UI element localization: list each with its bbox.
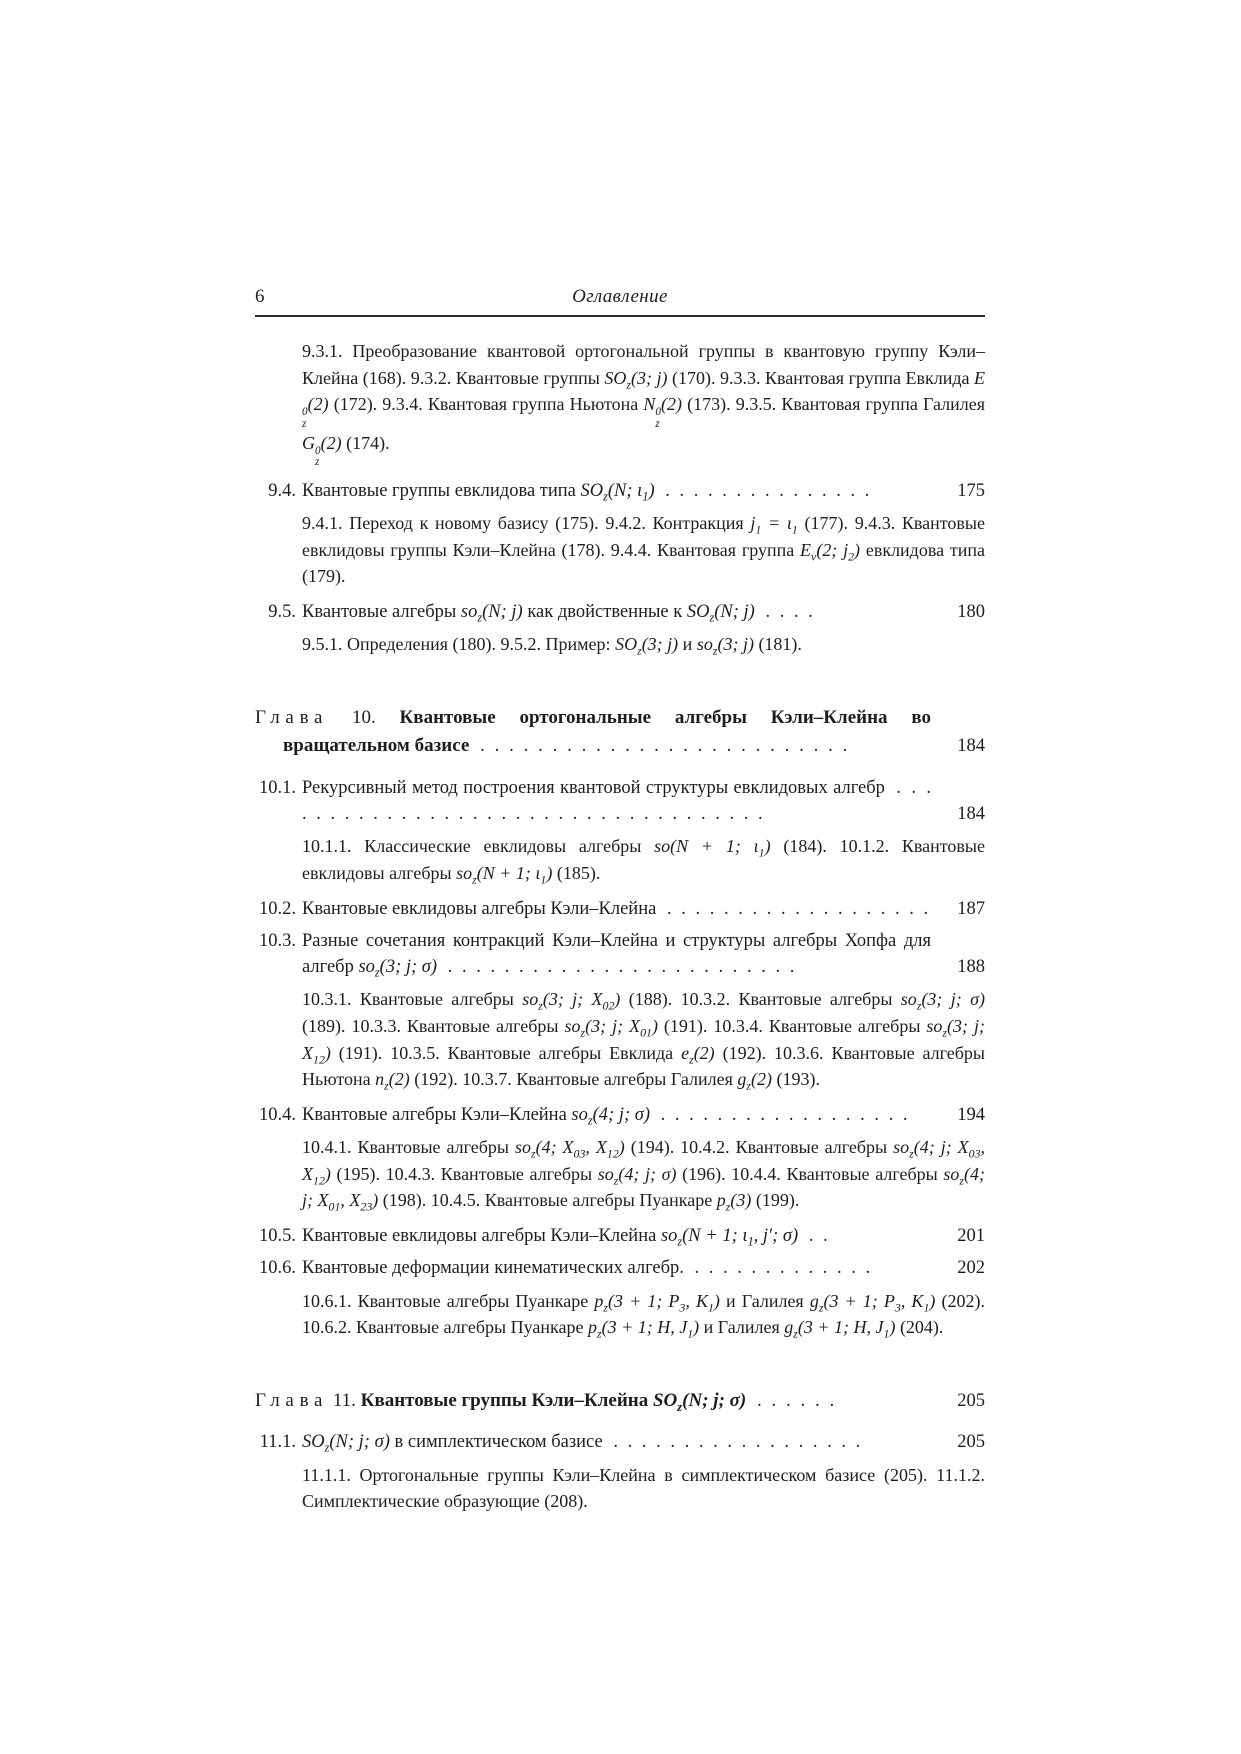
toc-subentries-10-1 bbox=[255, 833, 985, 886]
toc-entry-title: Квантовые группы евклидова типа $SO_z(N$; $\iota_1$) bbox=[302, 480, 655, 504]
subentries-text: 9.3.1. Преобразование квантовой ортогональной группы в квантовую группу Кэли–Клейна (168). 9.3.2. Квантовые группы $SO_z(3$; j) (170). 9.3.3. Квантовая группа Евклида E 0 z (2) (172). 9.3.4. Квантовая группа Ньютона N 0 z (2) (173). 9.3.5. Квантовая группа Галилея G 0 z (2) (174). bbox=[302, 341, 985, 469]
toc-page-number: 194 bbox=[957, 1104, 985, 1125]
dot-leader: . . . . . . . . . . . . . . . . . . bbox=[660, 1104, 908, 1125]
chapter-label: Глава bbox=[255, 1389, 329, 1411]
dot-leader: . . . . . . bbox=[756, 1389, 835, 1411]
toc-entry-title: Квантовые алгебры Кэли–Клейна $so_z(4$; j; σ) bbox=[302, 1104, 651, 1128]
table-of-contents bbox=[255, 338, 985, 1515]
toc-entry-number: 10.4. bbox=[259, 1104, 296, 1125]
toc-entry-10-3 bbox=[255, 928, 985, 981]
toc-entry-10-1 bbox=[255, 775, 985, 828]
dot-leader: . . . . bbox=[765, 601, 813, 622]
toc-page-number: 184 bbox=[957, 736, 985, 757]
chapter-title: Квантовые группы Кэли–Клейна $SO_z(N$; j; σ) bbox=[360, 1389, 747, 1414]
toc-page-number: 175 bbox=[957, 480, 985, 501]
dot-leader: . . . . . . . . . . . . . . . . . . . . . . . . . bbox=[447, 957, 795, 978]
toc-entry-number: 10.2. bbox=[259, 898, 296, 919]
toc-subentries-10-6 bbox=[255, 1288, 985, 1341]
subentries-text: 10.1.1. Классические евклидовы алгебры so(N + 1; $\iota_1$) (184). 10.1.2. Квантовые евклидовы алгебры $so_z(N + 1$; $\iota_1$) (185). bbox=[302, 836, 985, 887]
toc-subentries-9-4 bbox=[255, 510, 985, 590]
toc-chapter-10 bbox=[255, 704, 985, 761]
toc-entry-number: 9.5. bbox=[268, 601, 296, 622]
page-number: 6 bbox=[255, 286, 265, 307]
toc-subentries-10-3 bbox=[255, 986, 985, 1093]
toc-entry-number: 10.6. bbox=[259, 1258, 296, 1279]
toc-subentries-9-5 bbox=[255, 631, 985, 658]
dot-leader: . . . . . . . . . . . . . . . . . . . bbox=[666, 898, 929, 919]
subentries-text: 9.4.1. Переход к новому базису (175). 9.4.2. Контракция $j_1 = \iota_1$ (177). 9.4.3. Квантовые евклидовы группы Кэли–Клейна (178). 9.4.4. Квантовая группа $E_v(2$; $j_2$) евклидова типа (179). bbox=[302, 513, 986, 587]
toc-page-number: 188 bbox=[957, 957, 985, 978]
toc-entry-title: Разные сочетания контракций Кэли–Клейна и структуры алгебры Хопфа для алгебр $so_z(3$; j; σ) bbox=[302, 930, 931, 980]
toc-page-number: 201 bbox=[957, 1226, 985, 1247]
chapter-title: Квантовые ортогональные алгебры Кэли–Клейна во вращательном базисе bbox=[283, 706, 931, 757]
subentries-text: 10.6.1. Квантовые алгебры Пуанкаре $p_z(3 + 1$; $P_3$, $K_1$) и Галилея $g_z(3 + 1$; $P_3$, $K_1$) (202). 10.6.2. Квантовые алгебры Пуанкаре $p_z(3 + 1$; H, $J_1$) и Галилея $g_z(3 + 1$; H, $J_1$) (204). bbox=[302, 1290, 985, 1341]
chapter-number: 11. bbox=[332, 1389, 356, 1411]
toc-subentries-10-4 bbox=[255, 1134, 985, 1214]
dot-leader: . . . . . . . . . . . . . . . . . . . . . . . . . . . . . . . . . . . . bbox=[302, 777, 932, 825]
toc-entry-title: Рекурсивный метод построения квантовой структуры евклидовых алгебр bbox=[302, 777, 885, 798]
dot-leader: . . . . . . . . . . . . . . . bbox=[665, 480, 870, 501]
dot-leader: . . . . . . . . . . . . . . . . . . . . . . . . . . bbox=[480, 735, 848, 757]
toc-page-number: 205 bbox=[957, 1390, 985, 1411]
toc-entry-10-2 bbox=[255, 896, 985, 922]
toc-entry-number: 10.5. bbox=[259, 1226, 296, 1247]
dot-leader: . . bbox=[808, 1226, 828, 1247]
toc-entry-9-5 bbox=[255, 599, 985, 625]
toc-entry-10-6 bbox=[255, 1255, 985, 1281]
toc-subentries-9-3 bbox=[255, 338, 985, 469]
toc-entry-number: 9.4. bbox=[268, 480, 296, 501]
toc-page-number: 187 bbox=[957, 898, 985, 919]
toc-entry-title: Квантовые евклидовы алгебры Кэли–Клейна bbox=[302, 898, 657, 919]
page-content bbox=[255, 286, 985, 1524]
toc-entry-number: 11.1. bbox=[259, 1432, 296, 1453]
toc-subentries-11-1 bbox=[255, 1462, 985, 1515]
toc-page-number: 180 bbox=[957, 601, 985, 622]
toc-page-number: 184 bbox=[957, 804, 985, 825]
toc-entry-9-4 bbox=[255, 478, 985, 504]
subentries-text: 10.4.1. Квантовые алгебры $so_z(4$; $X_{03}$, $X_{12}$) (194). 10.4.2. Квантовые алгебры $so_z(4$; j; $X_{03}$, $X_{12}$) (195). 10.4.3. Квантовые алгебры $so_z(4$; j; σ) (196). 10.4.4. Квантовые алгебры $so_z(4$; j; $X_{01}$, $X_{23}$) (198). 10.4.5. Квантовые алгебры Пуанкаре $p_z(3)$ (199). bbox=[302, 1137, 986, 1214]
running-header bbox=[255, 286, 985, 317]
dot-leader: . . . . . . . . . . . . . . . . . . bbox=[613, 1432, 861, 1453]
toc-entry-title: Квантовые евклидовы алгебры Кэли–Клейна $so_z(N + 1$; $\iota_1$, j′; σ) bbox=[302, 1226, 799, 1249]
toc-entry-title: $SO_z(N$; j; σ) в симплектическом базисе bbox=[302, 1432, 603, 1455]
chapter-label: Глава bbox=[255, 706, 329, 728]
toc-entry-number: 10.3. bbox=[259, 930, 296, 951]
toc-entry-title: Квантовые деформации кинематических алгебр. bbox=[302, 1258, 684, 1279]
toc-page-number: 202 bbox=[957, 1258, 985, 1279]
toc-page-number: 205 bbox=[957, 1432, 985, 1453]
subentries-text: 11.1.1. Ортогональные группы Кэли–Клейна в симплектическом базисе (205). 11.1.2. Симплектические образующие (208). bbox=[302, 1464, 985, 1512]
subentries-text: 9.5.1. Определения (180). 9.5.2. Пример: $SO_z(3$; j) и $so_z(3$; j) (181). bbox=[302, 634, 802, 658]
toc-entry-title: Квантовые алгебры $so_z(N$; j) как двойственные к $SO_z(N$; j) bbox=[302, 601, 755, 625]
dot-leader: . . . . . . . . . . . . . bbox=[694, 1258, 871, 1279]
toc-entry-10-5 bbox=[255, 1223, 985, 1249]
running-title: Оглавление bbox=[572, 286, 668, 307]
chapter-number: 10. bbox=[351, 706, 376, 728]
toc-entry-11-1 bbox=[255, 1429, 985, 1455]
toc-chapter-11 bbox=[255, 1387, 985, 1416]
subentries-text: 10.3.1. Квантовые алгебры $so_z(3$; j; $X_{02}$) (188). 10.3.2. Квантовые алгебры $so_z(3$; j; σ) (189). 10.3.3. Квантовые алгебры $so_z(3$; j; $X_{01}$) (191). 10.3.4. Квантовые алгебры $so_z(3$; j; $X_{12}$) (191). 10.3.5. Квантовые алгебры Евклида $e_z(2)$ (192). 10.3.6. Квантовые алгебры Ньютона $n_z(2)$ (192). 10.3.7. Квантовые алгебры Галилея $g_z(2)$ (193). bbox=[302, 989, 986, 1093]
toc-entry-10-4 bbox=[255, 1102, 985, 1128]
toc-entry-number: 10.1. bbox=[259, 777, 296, 798]
